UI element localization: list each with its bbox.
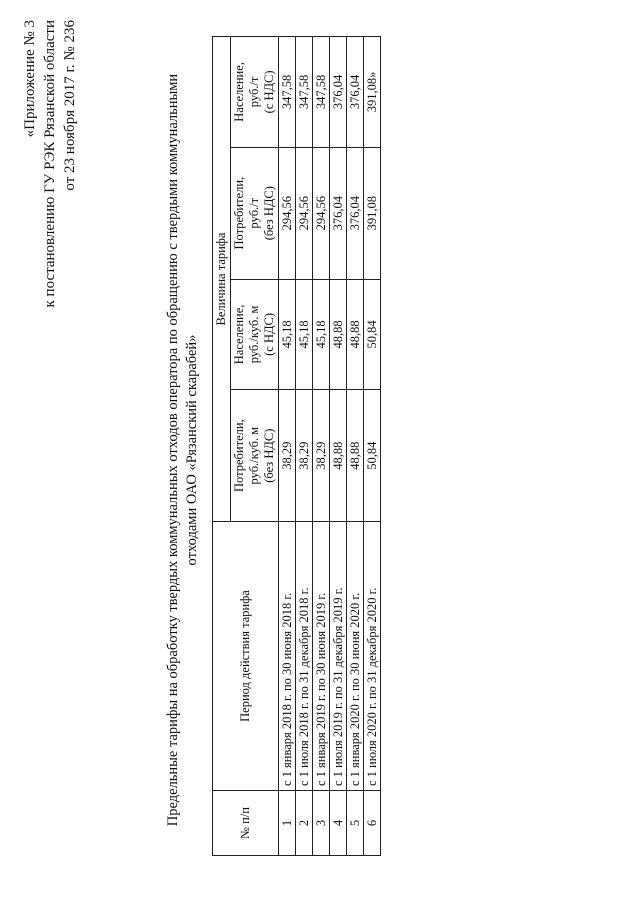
row-number: 1 bbox=[279, 791, 296, 856]
appendix-header bbox=[20, 20, 80, 440]
row-period: с 1 июля 2020 г. по 31 декабря 2020 г. bbox=[364, 522, 381, 791]
row-population-m3: 50,84 bbox=[364, 279, 381, 390]
row-consumers-t: 391,08 bbox=[364, 147, 381, 279]
row-population-m3: 45,18 bbox=[296, 279, 313, 390]
header-vat: (без НДС) bbox=[262, 186, 276, 241]
resolution-date: от 23 ноября 2017 г. № 236 bbox=[62, 20, 78, 191]
row-consumers-t: 294,56 bbox=[313, 147, 330, 279]
row-period: с 1 января 2018 г. по 30 июня 2018 г. bbox=[279, 522, 296, 791]
row-consumers-m3: 48,88 bbox=[347, 390, 364, 522]
table-row bbox=[279, 37, 296, 856]
title-line-2: отходами ОАО «Рязанский скарабей» bbox=[184, 334, 200, 566]
table-row bbox=[330, 37, 347, 856]
row-consumers-t: 294,56 bbox=[296, 147, 313, 279]
header-label: Население, bbox=[232, 62, 246, 122]
row-population-m3: 45,18 bbox=[279, 279, 296, 390]
header-population-t bbox=[231, 37, 279, 148]
header-vat: (с НДС) bbox=[262, 70, 276, 114]
row-consumers-m3: 48,88 bbox=[330, 390, 347, 522]
table-row bbox=[347, 37, 364, 856]
row-population-t: 347,58 bbox=[279, 37, 296, 148]
header-unit: руб./т bbox=[247, 197, 261, 229]
header-consumers-m3 bbox=[231, 390, 279, 522]
row-period: с 1 июля 2018 г. по 31 декабря 2018 г. bbox=[296, 522, 313, 791]
row-period: с 1 января 2019 г. по 30 июня 2019 г. bbox=[313, 522, 330, 791]
title-line-1: Предельные тарифы на обработку твердых коммунальных отходов оператора по обращению с твердыми коммунальными bbox=[165, 73, 181, 827]
header-unit: руб./куб. м bbox=[247, 305, 261, 364]
table-row bbox=[364, 37, 381, 856]
row-number: 6 bbox=[364, 791, 381, 856]
rotated-content bbox=[20, 20, 620, 880]
header-population-m3 bbox=[231, 279, 279, 390]
header-tariff-value: Величина тарифа bbox=[213, 37, 231, 522]
row-population-m3: 45,18 bbox=[313, 279, 330, 390]
row-population-m3: 48,88 bbox=[347, 279, 364, 390]
header-label: Население, bbox=[232, 304, 246, 365]
row-consumers-t: 294,56 bbox=[279, 147, 296, 279]
header-vat: (с НДС) bbox=[262, 312, 276, 356]
row-period: с 1 января 2020 г. по 30 июня 2020 г. bbox=[347, 522, 364, 791]
row-number: 5 bbox=[347, 791, 364, 856]
row-consumers-t: 376,04 bbox=[347, 147, 364, 279]
row-consumers-m3: 50,84 bbox=[364, 390, 381, 522]
row-consumers-m3: 38,29 bbox=[279, 390, 296, 522]
appendix-number: «Приложение № 3 bbox=[22, 20, 38, 138]
row-number: 3 bbox=[313, 791, 330, 856]
header-period: Период действия тарифа bbox=[213, 522, 279, 791]
row-consumers-m3: 38,29 bbox=[313, 390, 330, 522]
resolution-reference: к постановлению ГУ РЭК Рязанской области bbox=[42, 20, 58, 308]
table-header-row bbox=[213, 37, 231, 856]
header-vat: (без НДС) bbox=[262, 428, 276, 483]
header-label: Потребители, bbox=[232, 419, 246, 492]
document-title bbox=[164, 20, 202, 880]
header-unit: руб./т bbox=[247, 76, 261, 108]
row-period: с 1 июля 2019 г. по 31 декабря 2019 г. bbox=[330, 522, 347, 791]
row-number: 2 bbox=[296, 791, 313, 856]
tariff-table bbox=[212, 36, 381, 856]
header-number: № п/п bbox=[213, 791, 279, 856]
header-label: Потребители, bbox=[232, 176, 246, 250]
table-row bbox=[296, 37, 313, 856]
row-population-t: 391,08» bbox=[364, 37, 381, 148]
row-population-t: 347,58 bbox=[313, 37, 330, 148]
row-number: 4 bbox=[330, 791, 347, 856]
row-population-t: 347,58 bbox=[296, 37, 313, 148]
header-consumers-t bbox=[231, 147, 279, 279]
row-consumers-t: 376,04 bbox=[330, 147, 347, 279]
row-population-t: 376,04 bbox=[330, 37, 347, 148]
header-unit: руб./куб. м bbox=[247, 426, 261, 485]
table-row bbox=[313, 37, 330, 856]
row-consumers-m3: 38,29 bbox=[296, 390, 313, 522]
row-population-t: 376,04 bbox=[347, 37, 364, 148]
row-population-m3: 48,88 bbox=[330, 279, 347, 390]
